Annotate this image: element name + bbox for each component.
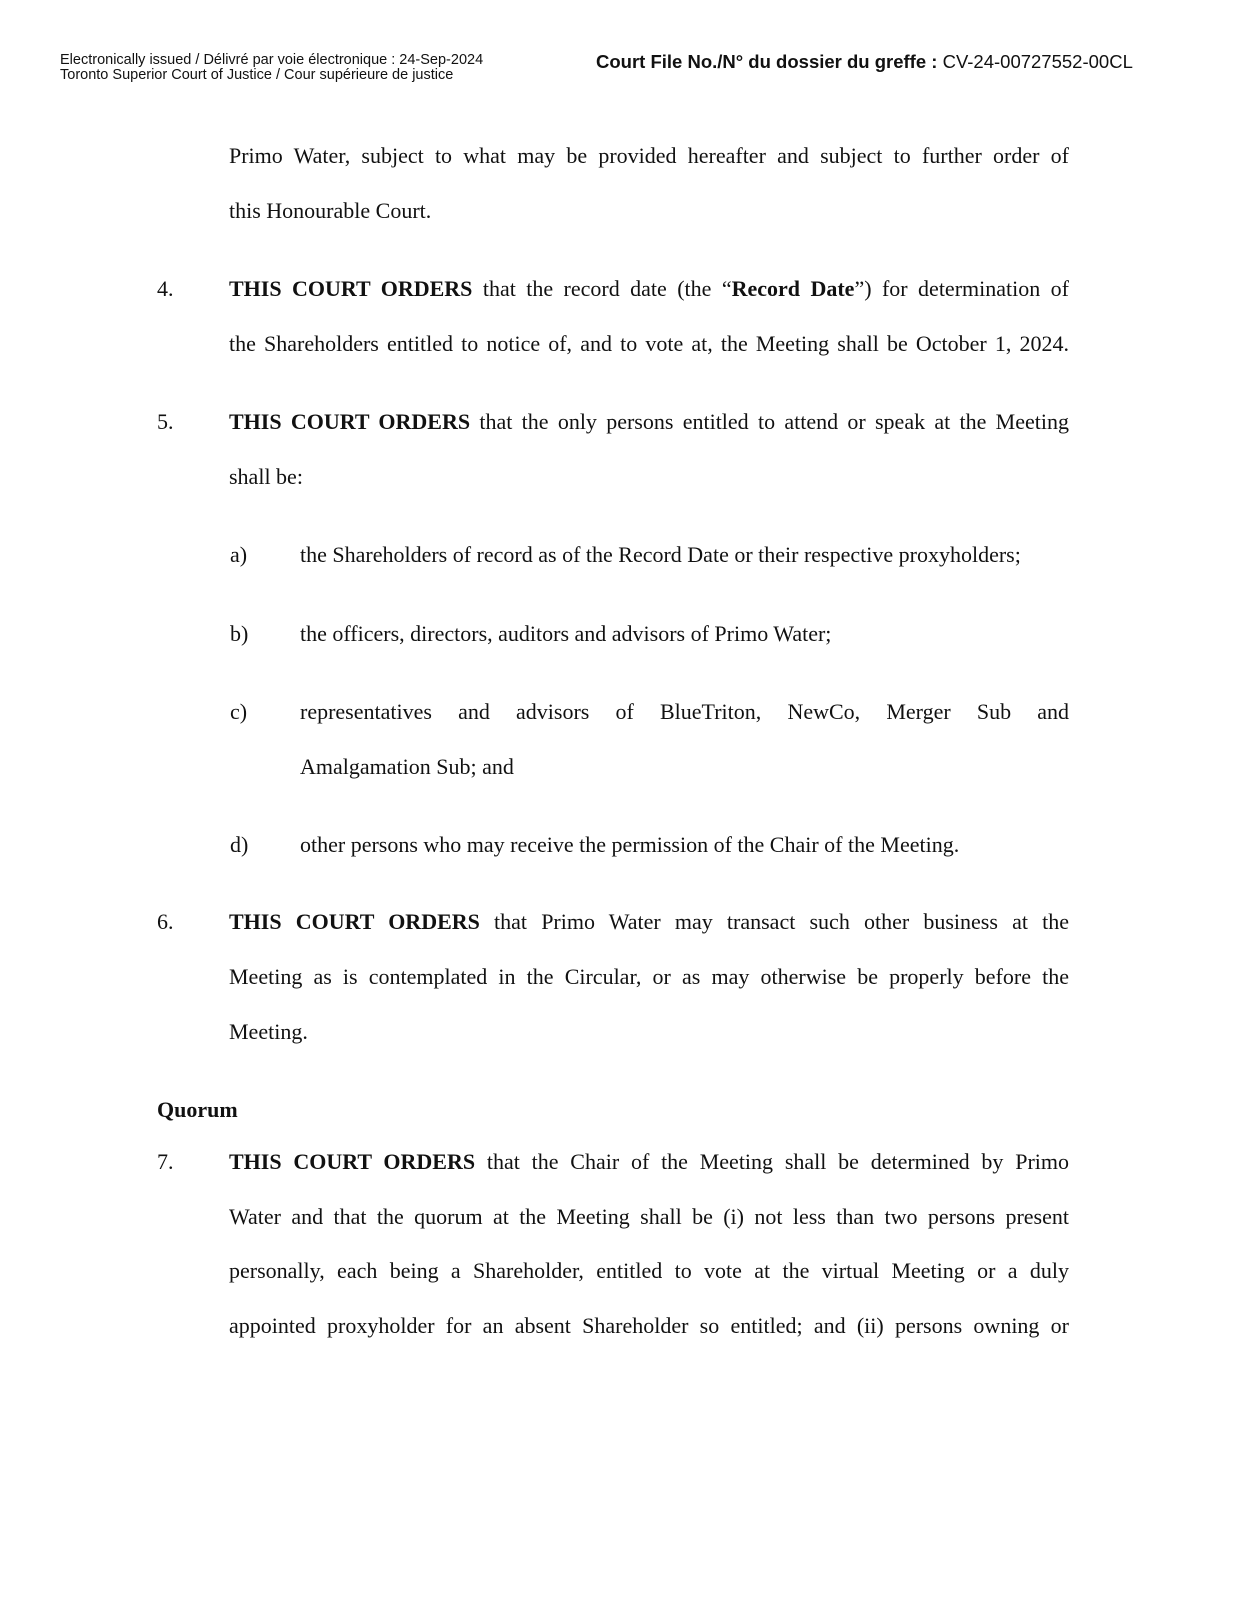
item-b-label: b)	[230, 621, 249, 646]
para-7-text: that the Chair of the Meeting shall be determined by Primo	[475, 1149, 1069, 1174]
para-6-number: 6.	[157, 909, 174, 934]
para-5-number: 5.	[157, 409, 174, 434]
para-7-line-1	[229, 1149, 1069, 1175]
item-a-label: a)	[230, 542, 248, 567]
continuation-line-2: this Honourable Court.	[229, 198, 432, 223]
para-7-number: 7.	[157, 1149, 174, 1174]
para-7-line-2: Water and that the quorum at the Meeting shall be (i) not less than two persons present	[229, 1204, 1069, 1229]
para-4-number: 4.	[157, 276, 174, 301]
para-7-line-4: appointed proxyholder for an absent Shareholder so entitled; and (ii) persons owning or	[229, 1313, 1069, 1338]
court-file-value: CV-24-00727552-00CL	[942, 51, 1133, 72]
para-6-line-1	[229, 909, 1069, 935]
e-filing-stamp	[60, 53, 483, 83]
para-6-line-2: Meeting as is contemplated in the Circular, or as may otherwise be properly before the	[229, 964, 1069, 989]
item-c-label: c)	[230, 699, 248, 724]
para-5-lead: THIS COURT ORDERS	[229, 409, 471, 434]
record-date-term: Record Date	[731, 276, 855, 301]
para-7-lead: THIS COURT ORDERS	[229, 1149, 476, 1174]
court-name-line: Toronto Superior Court of Justice / Cour supérieure de justice	[60, 67, 454, 83]
item-c-text-line-2: Amalgamation Sub; and	[300, 754, 514, 779]
para-5-text: that the only persons entitled to attend or speak at the Meeting	[470, 409, 1069, 434]
court-file-label: Court File No./N° du dossier du greffe :	[596, 51, 938, 72]
para-4-text-b: ”) for determination of	[854, 276, 1069, 301]
item-d-text: other persons who may receive the permission of the Chair of the Meeting.	[300, 832, 960, 857]
continuation-line-1: Primo Water, subject to what may be provided hereafter and subject to further order of	[229, 143, 1069, 168]
para-6-lead: THIS COURT ORDERS	[229, 909, 480, 934]
para-7-line-3: personally, each being a Shareholder, entitled to vote at the virtual Meeting or a duly	[229, 1258, 1069, 1283]
para-4-line-1	[229, 276, 1069, 302]
court-file-number	[596, 51, 1133, 73]
para-4-text-a: that the record date (the “	[472, 276, 732, 301]
para-5-line-1	[229, 409, 1069, 435]
item-a-text: the Shareholders of record as of the Record Date or their respective proxyholders;	[300, 542, 1021, 567]
item-b-text: the officers, directors, auditors and advisors of Primo Water;	[300, 621, 832, 646]
para-6-text: that Primo Water may transact such other business at the	[479, 909, 1069, 934]
item-c-text-line-1: representatives and advisors of BlueTriton, NewCo, Merger Sub and	[300, 699, 1069, 724]
para-6-line-3: Meeting.	[229, 1019, 308, 1044]
item-d-label: d)	[230, 832, 249, 857]
para-5-line-2: shall be:	[229, 464, 303, 489]
para-4-line-2: the Shareholders entitled to notice of, and to vote at, the Meeting shall be October 1, 2024.	[229, 331, 1069, 356]
quorum-heading: Quorum	[157, 1097, 238, 1122]
issued-date-line: Electronically issued / Délivré par voie électronique : 24-Sep-2024	[60, 52, 484, 68]
para-4-lead: THIS COURT ORDERS	[229, 276, 473, 301]
